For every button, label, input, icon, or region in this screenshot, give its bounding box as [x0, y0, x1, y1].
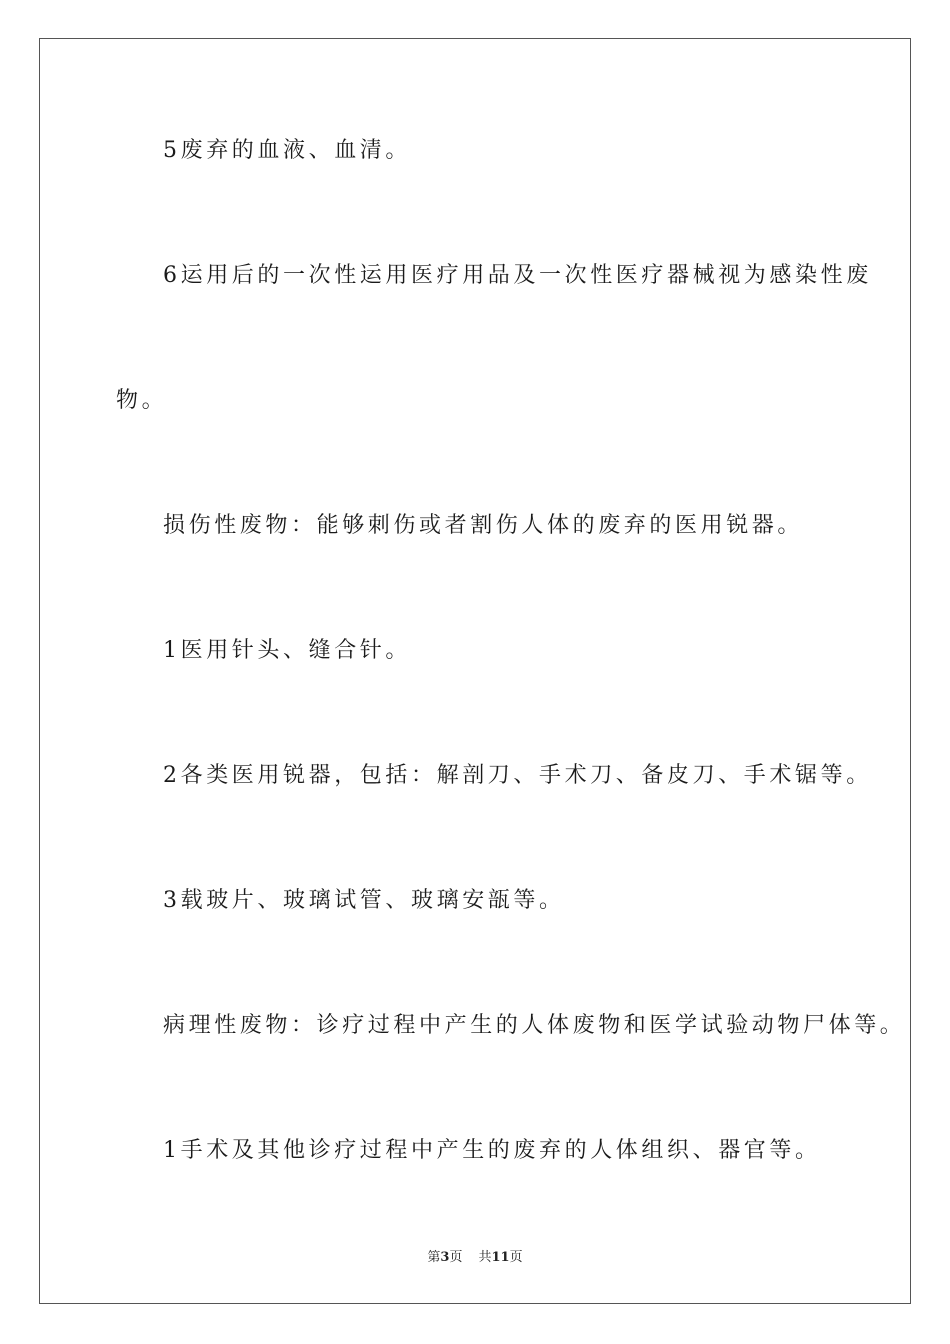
paragraph-pathological-heading: 病理性废物：诊疗过程中产生的人体废物和医学试验动物尸体等。 — [163, 1013, 906, 1038]
page-footer — [0, 1246, 950, 1265]
footer-page-suffix: 页 — [449, 1250, 463, 1265]
paragraph-sharps-heading: 损伤性废物：能够刺伤或者割伤人体的废弃的医用锐器。 — [163, 513, 804, 538]
paragraph-tissues-organs: 1手术及其他诊疗过程中产生的废弃的人体组织、器官等。 — [163, 1138, 821, 1163]
footer-total-prefix: 共 — [478, 1250, 492, 1265]
paragraph-medical-blades: 2各类医用锐器，包括：解剖刀、手术刀、备皮刀、手术锯等。 — [163, 763, 872, 788]
page-border — [39, 38, 911, 1304]
paragraph-glassware: 3载玻片、玻璃试管、玻璃安瓿等。 — [163, 888, 565, 913]
footer-total-suffix: 页 — [509, 1250, 523, 1265]
paragraph-waste-blood: 5废弃的血液、血清。 — [163, 138, 411, 163]
paragraph-needles: 1医用针头、缝合针。 — [163, 638, 411, 663]
paragraph-disposable-items: 6运用后的一次性运用医疗用品及一次性医疗器械视为感染性废 — [163, 263, 872, 288]
paragraph-disposable-items-continued: 物。 — [116, 388, 168, 413]
footer-page-prefix: 第 — [427, 1250, 441, 1265]
footer-page-total: 11 — [491, 1250, 510, 1265]
footer-page-current: 3 — [440, 1250, 450, 1265]
